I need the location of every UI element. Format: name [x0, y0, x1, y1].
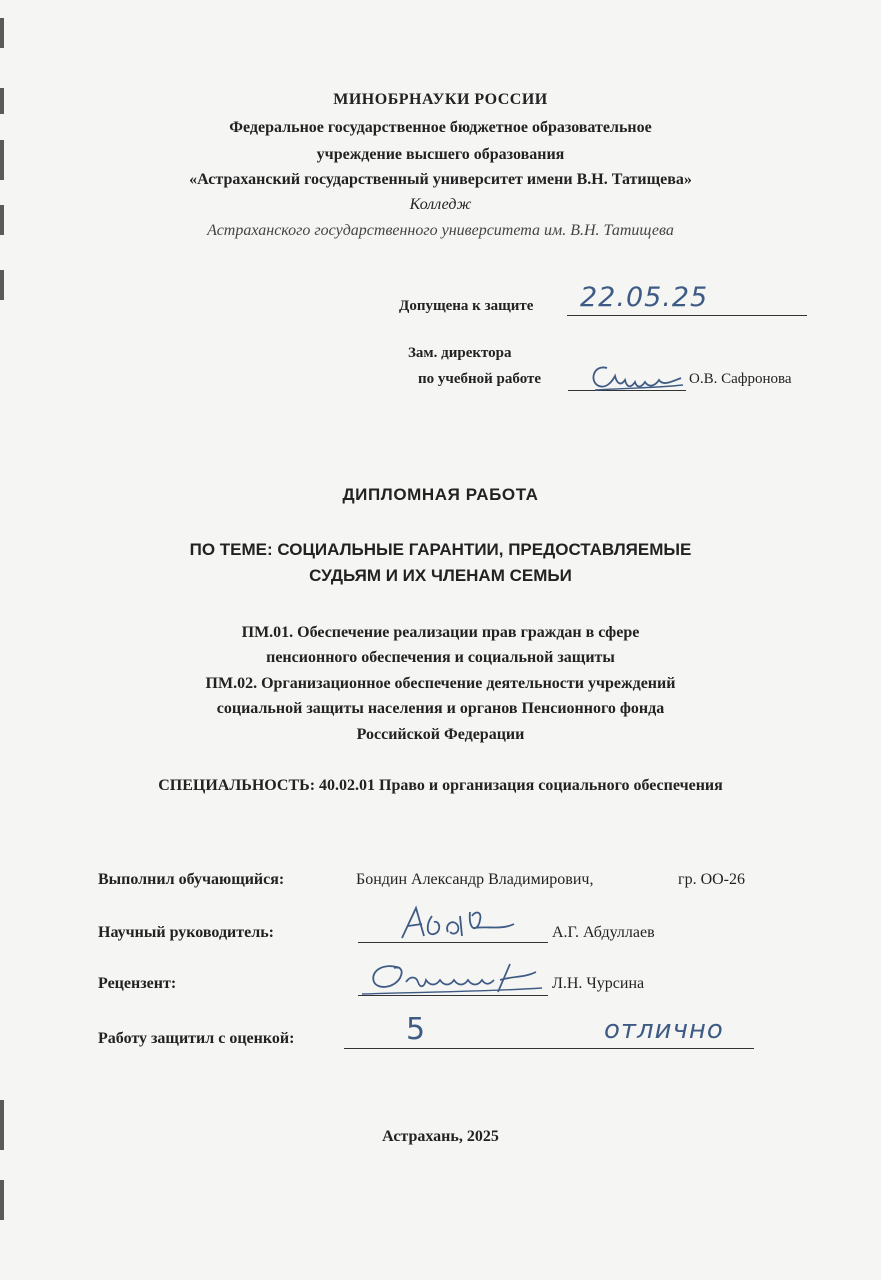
- grade-word-handwritten: отлично: [604, 1015, 724, 1045]
- college-affiliation: Астраханского государственного университета им. В.Н. Татищева: [207, 222, 674, 239]
- binding-edge-mark: [0, 1180, 4, 1220]
- org-line-1: Федеральное государственное бюджетное образовательное: [229, 119, 652, 136]
- reviewer-label: Рецензент:: [98, 975, 177, 992]
- city-year: Астрахань, 2025: [382, 1128, 499, 1145]
- admitted-date-handwritten: 22.05.25: [580, 282, 709, 313]
- ministry-heading: МИНОБРНАУКИ РОССИИ: [333, 91, 548, 108]
- specialty-line: [0, 777, 881, 795]
- module-pm02-line-2: социальной защиты населения и органов Пенсионного фонда: [216, 700, 665, 717]
- topic-line-1: ПО ТЕМЕ: СОЦИАЛЬНЫЕ ГАРАНТИИ, ПРЕДОСТАВЛЯЕМЫЕ: [189, 540, 692, 559]
- student-name: Бондин Александр Владимирович,: [356, 871, 594, 888]
- specialty-label: СПЕЦИАЛЬНОСТЬ:: [158, 777, 316, 794]
- org-line-2: учреждение высшего образования: [316, 146, 565, 163]
- deputy-title-line-1: Зам. директора: [408, 345, 512, 361]
- module-pm02-line-3: Российской Федерации: [356, 726, 525, 743]
- university-name: «Астраханский государственный университет имени В.Н. Татищева»: [189, 171, 692, 188]
- topic-line-2: СУДЬЯМ И ИХ ЧЛЕНАМ СЕМЬИ: [309, 566, 572, 585]
- binding-edge-mark: [0, 18, 4, 48]
- student-group: гр. ОО-26: [678, 871, 745, 888]
- grade-label: Работу защитил с оценкой:: [98, 1030, 295, 1047]
- module-pm01-line-2: пенсионного обеспечения и социальной защиты: [266, 649, 615, 666]
- college-label: Колледж: [409, 196, 472, 213]
- deputy-title-line-2: по учебной работе: [418, 371, 542, 387]
- work-type-heading: ДИПЛОМНАЯ РАБОТА: [342, 485, 539, 504]
- supervisor-signature: [398, 902, 518, 946]
- reviewer-signature: [360, 958, 545, 1000]
- module-pm02-line-1: ПМ.02. Организационное обеспечение деятельности учреждений: [205, 675, 676, 692]
- deputy-name: О.В. Сафронова: [689, 371, 792, 387]
- student-label: Выполнил обучающийся:: [98, 871, 285, 888]
- deputy-signature: [585, 358, 685, 398]
- binding-edge-mark: [0, 270, 4, 300]
- specialty-value: 40.02.01 Право и организация социального обеспечения: [319, 777, 723, 794]
- supervisor-label: Научный руководитель:: [98, 924, 274, 941]
- module-pm01-line-1: ПМ.01. Обеспечение реализации прав граждан в сфере: [241, 624, 640, 641]
- grade-line: [344, 1048, 754, 1049]
- admitted-date-line: [567, 315, 807, 316]
- grade-value-handwritten: 5: [406, 1012, 426, 1047]
- supervisor-name: А.Г. Абдуллаев: [552, 924, 655, 941]
- admitted-label: Допущена к защите: [399, 298, 534, 314]
- reviewer-name: Л.Н. Чурсина: [552, 975, 645, 992]
